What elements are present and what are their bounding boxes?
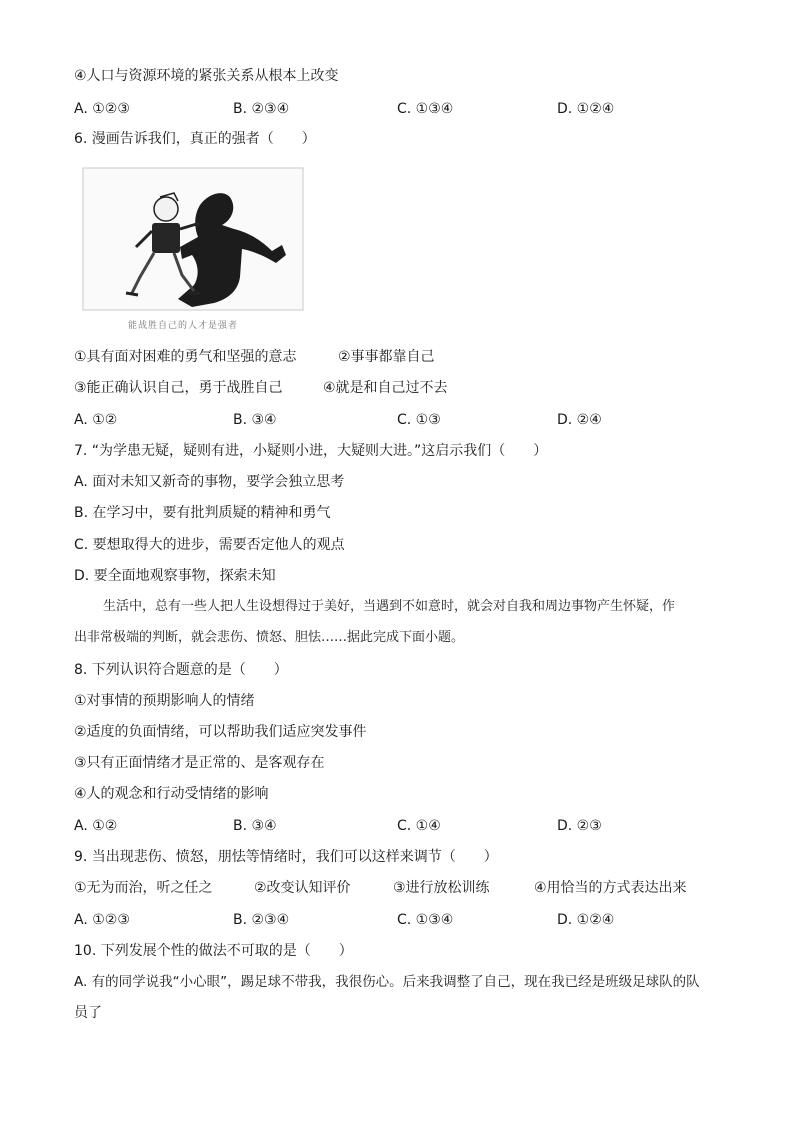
q8-statement-2: ②适度的负面情绪，可以帮助我们适应突发事件 (74, 724, 367, 740)
q9-statement-1: ①无为而治，听之任之 (74, 880, 213, 896)
q8-statement-4: ④人的观念和行动受情绪的影响 (74, 786, 269, 802)
q6-option-c: C. ①③ (397, 412, 441, 428)
q9-statement-3: ③进行放松训练 (393, 880, 490, 896)
q9-option-b: B. ②③④ (233, 912, 290, 928)
q5-option-c: C. ①③④ (397, 101, 454, 117)
q8-stem: 8. 下列认识符合题意的是（ ） (74, 662, 288, 678)
q6-stem: 6. 漫画告诉我们，真正的强者（ ） (74, 131, 316, 147)
q7-option-b: B. 在学习中，要有批判质疑的精神和勇气 (74, 505, 331, 521)
q6-option-d: D. ②④ (557, 412, 602, 428)
q8-option-a: A. ①② (74, 818, 118, 834)
q6-option-a: A. ①② (74, 412, 118, 428)
q9-option-c: C. ①③④ (397, 912, 454, 928)
q9-statement-4: ④用恰当的方式表达出来 (534, 880, 687, 896)
q5-statement-4: ④人口与资源环境的紧张关系从根本上改变 (74, 68, 339, 84)
q6-cartoon-image (82, 167, 304, 337)
q9-statement-2: ②改变认知评价 (254, 880, 351, 896)
q8-statement-1: ①对事情的预期影响人的情绪 (74, 693, 255, 709)
q9-option-a: A. ①②③ (74, 912, 130, 928)
q9-stem: 9. 当出现悲伤、愤怒，朋怯等情绪时，我们可以这样来调节（ ） (74, 849, 498, 865)
passage-line-2: 出非常极端的判断，就会悲伤、愤怒、胆怯……据此完成下面小题。 (74, 630, 465, 645)
q8-option-b: B. ③④ (233, 818, 277, 834)
passage-line-1: 生活中，总有一些人把人生设想得过于美好，当遇到不如意时，就会对自我和周边事物产生怀疑，作 (103, 599, 676, 614)
q6-statement-3: ③能正确认识自己，勇于战胜自己 (74, 380, 283, 396)
q8-option-d: D. ②③ (557, 818, 602, 834)
q10-option-a-line-1: A. 有的同学说我“小心眼”，踢足球不带我，我很伤心。后来我调整了自己，现在我已经是班级足球队的队 (74, 974, 700, 990)
q7-option-d: D. 要全面地观察事物，探索未知 (74, 568, 276, 584)
q6-statement-1: ①具有面对困难的勇气和坚强的意志 (74, 349, 297, 365)
q7-option-a: A. 面对未知又新奇的事物，要学会独立思考 (74, 474, 345, 490)
q6-option-b: B. ③④ (233, 412, 277, 428)
q5-option-b: B. ②③④ (233, 101, 290, 117)
q7-option-c: C. 要想取得大的进步，需要否定他人的观点 (74, 537, 345, 553)
q9-option-d: D. ①②④ (557, 912, 615, 928)
q10-stem: 10. 下列发展个性的做法不可取的是（ ） (74, 943, 353, 959)
q8-option-c: C. ①④ (397, 818, 441, 834)
q5-option-d: D. ①②④ (557, 101, 615, 117)
q6-cartoon-caption: 能战胜自己的人才是强者 (128, 321, 239, 331)
q7-stem: 7. “为学患无疑，疑则有进，小疑则小进，大疑则大进。”这启示我们（ ） (74, 443, 548, 459)
q5-option-a: A. ①②③ (74, 101, 130, 117)
q8-statement-3: ③只有正面情绪才是正常的、是客观存在 (74, 755, 325, 771)
q6-statement-2: ②事事都靠自己 (338, 349, 435, 365)
q10-option-a-line-2: 员了 (74, 1005, 102, 1021)
q6-statement-4: ④就是和自己过不去 (323, 380, 448, 396)
